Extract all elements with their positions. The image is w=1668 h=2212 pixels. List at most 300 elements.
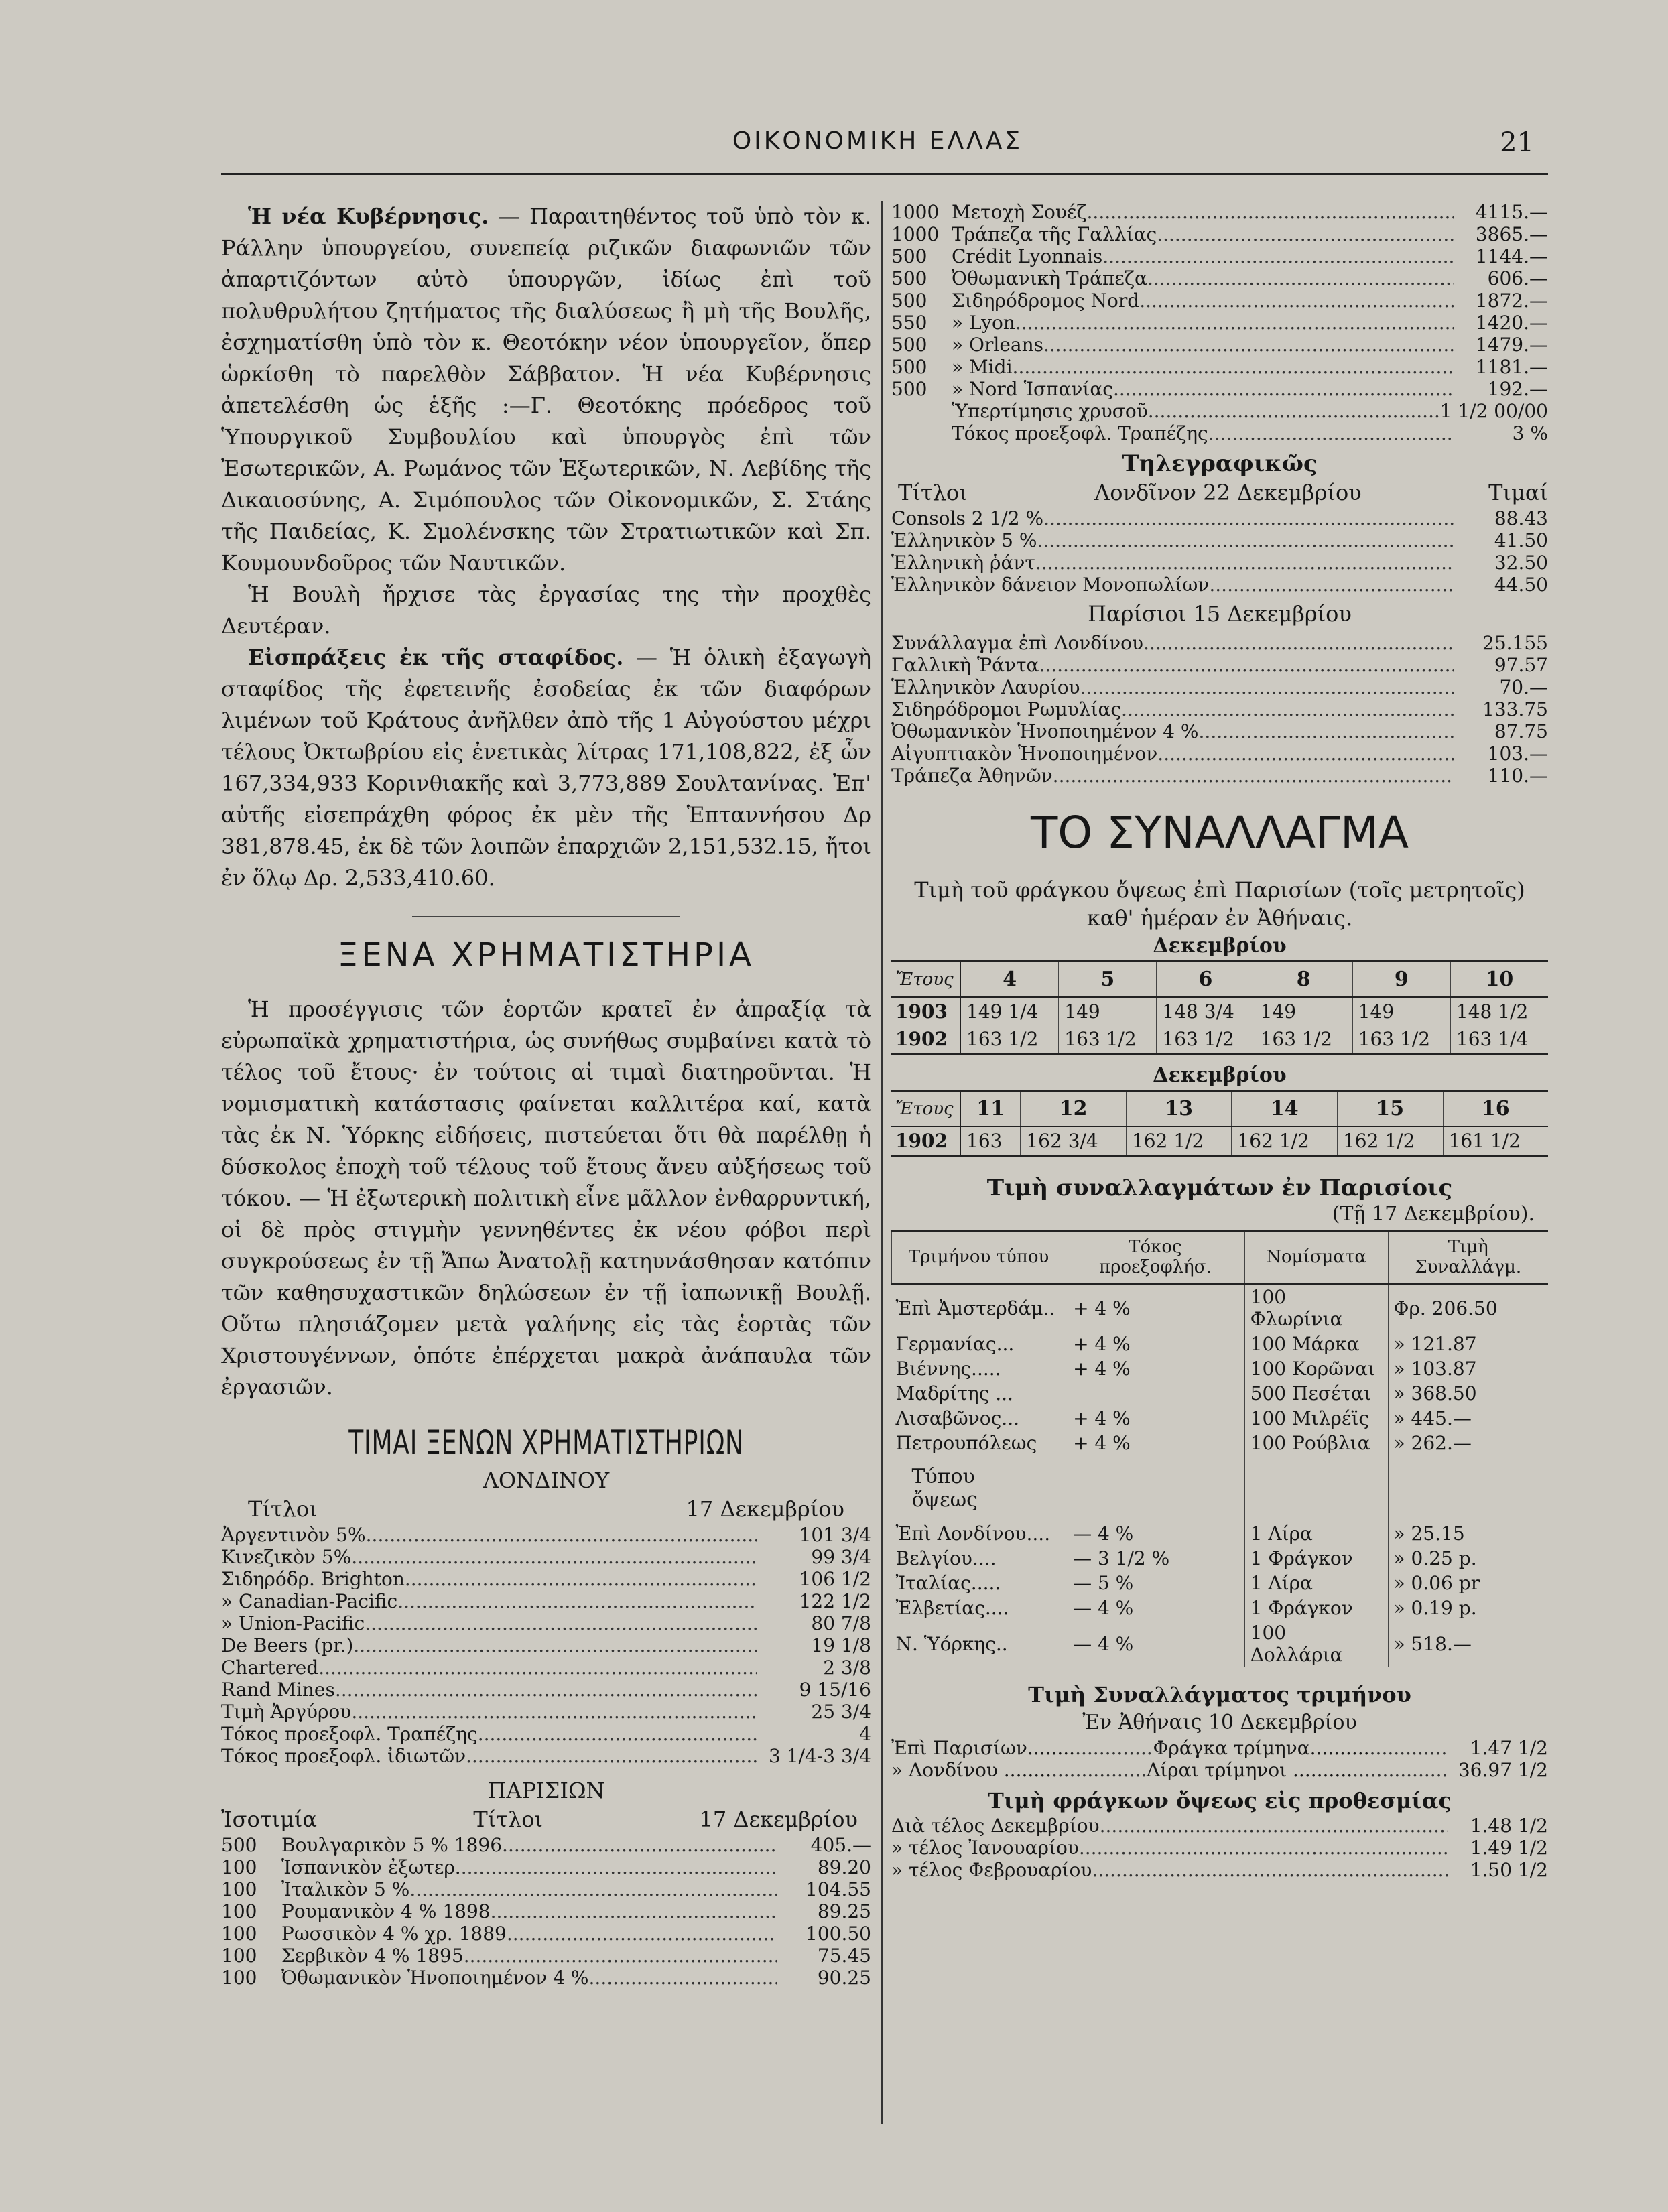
- price-row: [221, 1656, 871, 1679]
- security-name: Ἰταλικὸν 5 %: [281, 1878, 410, 1900]
- price-value: 101 3/4: [799, 1524, 871, 1546]
- security-name: Κινεζικὸν 5%: [221, 1546, 352, 1568]
- dot-leader: [1051, 1759, 1147, 1781]
- price-cell: » 121.87: [1388, 1331, 1548, 1356]
- security-name: Rand Mines: [221, 1679, 335, 1701]
- price-row: [891, 698, 1548, 720]
- empty-cell: [1244, 1455, 1388, 1521]
- trimhnou-subtitle: Ἐν Ἀθήναις 10 Δεκεμβρίου: [1082, 1711, 1357, 1734]
- price-row: [891, 378, 1548, 400]
- par-value: 100: [221, 1878, 257, 1900]
- par-value: 550: [891, 312, 927, 334]
- price-cell: » 0.19 p.: [1388, 1596, 1548, 1620]
- security-name: Ἑλληνικὸν 5 %: [891, 529, 1037, 551]
- security-name: Σιδηρόδρ. Brighton: [221, 1568, 405, 1590]
- price-row: [891, 334, 1548, 356]
- coin-cell: 1 Λίρα: [1244, 1571, 1388, 1596]
- dot-leader: [1100, 1815, 1448, 1837]
- place-cell: Μαδρίτης ...: [895, 1382, 1013, 1405]
- price-value: 1.50 1/2: [1470, 1859, 1548, 1881]
- security-name: Διὰ τέλος Δεκεμβρίου: [891, 1815, 1100, 1837]
- day-header: 16: [1443, 1091, 1548, 1127]
- price-row: [891, 507, 1548, 529]
- paris-stock-prices: [891, 201, 1548, 444]
- synallagma-subtitle-1: Τιμὴ τοῦ φράγκου ὄψεως ἐπὶ Παρισίων (τοῖς μετρητοῖς): [914, 877, 1525, 903]
- coin-cell: 100 Δολλάρια: [1244, 1620, 1388, 1667]
- price-row: [891, 765, 1548, 787]
- price-row: [891, 356, 1548, 378]
- par-value: 500: [891, 378, 927, 400]
- dot-leader: [507, 1923, 777, 1945]
- place-cell: Ἐπὶ Λονδίνου....: [895, 1522, 1051, 1545]
- price-value: 122 1/2: [799, 1590, 871, 1612]
- place-cell: Πετρουπόλεως: [895, 1432, 1037, 1454]
- security-name: Σιδηρόδρομοι Ρωμυλίας: [891, 698, 1122, 720]
- par-value: 500: [891, 334, 927, 356]
- price-value: 110.—: [1487, 765, 1548, 787]
- table-row: [891, 1126, 1548, 1156]
- price-row: [891, 1759, 1548, 1781]
- article-heading: Ἡ νέα Κυβέρνησις.: [248, 204, 489, 229]
- price-value: 606.—: [1487, 267, 1548, 289]
- dot-leader: [366, 1524, 757, 1546]
- price-cell: Φρ. 206.50: [1388, 1284, 1548, 1332]
- price-row: [221, 1900, 871, 1923]
- table-row: [892, 1431, 1549, 1455]
- price-value: 41.50: [1494, 529, 1548, 551]
- price-row: [221, 1945, 871, 1967]
- price-value: 103.—: [1487, 742, 1548, 765]
- article-heading: Εἰσπράξεις ἐκ τῆς σταφίδος.: [248, 645, 624, 670]
- price-row: [891, 529, 1548, 551]
- price-value: 97.57: [1494, 654, 1548, 676]
- year-cell: 1903: [891, 997, 960, 1025]
- par-value: 500: [891, 356, 927, 378]
- day-header: 8: [1255, 962, 1352, 998]
- security-name: » Lyon: [952, 312, 1015, 334]
- price-value: 104.55: [806, 1878, 871, 1900]
- table-row: [892, 1620, 1549, 1667]
- price-value: 75.45: [817, 1945, 871, 1967]
- header-rule: [221, 173, 1548, 175]
- price-row: [221, 1634, 871, 1656]
- coin-cell: 1 Φράγκον: [1244, 1546, 1388, 1571]
- day-header: 9: [1352, 962, 1450, 998]
- security-name: Τράπεζα Ἀθηνῶν: [891, 765, 1053, 787]
- tele-header-mid: Λονδῖνον 22 Δεκεμβρίου: [1094, 480, 1362, 505]
- rate-cell: + 4 %: [1066, 1356, 1245, 1381]
- price-row: [891, 1859, 1548, 1881]
- price-value: 1.48 1/2: [1470, 1815, 1548, 1837]
- year-corner: Ἔτους: [891, 962, 960, 998]
- dot-leader: [351, 1701, 757, 1723]
- coin-cell: 1 Φράγκον: [1244, 1596, 1388, 1620]
- rate-cell: 162 1/2: [1337, 1126, 1443, 1156]
- col-place: Τριμήνου τύπου: [892, 1231, 1066, 1284]
- col-rate: Τόκος προεξοφλήσ.: [1066, 1231, 1245, 1284]
- section-subtitle: Τύπου ὄψεως: [911, 1465, 978, 1512]
- price-cell: » 25.15: [1388, 1521, 1548, 1546]
- trimhnou-title: Τιμὴ Συναλλάγματος τριμήνου: [1028, 1682, 1411, 1707]
- dot-leader: [1352, 1759, 1448, 1781]
- paris-title: ΠΑΡΙΣΙΩΝ: [487, 1778, 605, 1803]
- left-column: [221, 201, 871, 1989]
- dot-leader: [1075, 1737, 1153, 1759]
- price-value: 44.50: [1494, 574, 1548, 596]
- price-row: [221, 1679, 871, 1701]
- security-name: Τόκος προεξοφλ. ἰδιωτῶν: [221, 1745, 466, 1767]
- price-cell: » 518.—: [1388, 1620, 1548, 1667]
- dot-leader: [502, 1834, 777, 1856]
- dot-leader: [405, 1568, 757, 1590]
- price-value: 3 %: [1512, 422, 1548, 444]
- price-value: 90.25: [817, 1967, 871, 1989]
- rate-cell: 163 1/4: [1450, 1025, 1548, 1054]
- rate-cell: + 4 %: [1066, 1331, 1245, 1356]
- security-name: Ὀθωμανικὸν Ἡνοποιημένον 4 %: [281, 1967, 589, 1989]
- year-corner: Ἔτους: [891, 1091, 960, 1127]
- empty-cell: [1388, 1455, 1548, 1521]
- dot-leader: [1113, 378, 1454, 400]
- place-cell: Βελγίου....: [895, 1547, 997, 1569]
- day-header: 10: [1450, 962, 1548, 998]
- security-name: » Union-Pacific: [221, 1612, 365, 1634]
- rate-cell: 162 1/2: [1126, 1126, 1232, 1156]
- tele-paris-prices: [891, 632, 1548, 787]
- rate-cell: 148 1/2: [1450, 997, 1548, 1025]
- rate-cell: 162 1/2: [1232, 1126, 1338, 1156]
- tele-header-right: Τιμαί: [1488, 480, 1548, 505]
- day-header: 5: [1059, 962, 1157, 998]
- article-xena: Ἡ προσέγγισις τῶν ἑορτῶν κρατεῖ ἐν ἀπραξίᾳ τὰ εὐρωπαϊκὰ χρηματιστήρια, ὡς συνήθως συμβαίνει κατὰ τὸ τέλος τοῦ ἔτους· ἐν τούτοις αἱ τιμαὶ διατηροῦνται. Ἡ νομισματικὴ κατάστασις φαίνεται καλλιτέρα καί, κατὰ τὰς ἐκ Ν. Ὑόρκης εἰδήσεις, πιστεύεται ὅτι θὰ παρέλθῃ ἡ δύσκολος ἐποχὴ τοῦ τέλους τοῦ ἔτους ἄνευ αὐξήσεως τοῦ τόκου. — Ἡ ἐξωτερικὴ πολιτικὴ εἶνε μᾶλλον ἐνθαρρυντική, οἱ δὲ πρὸς στιγμὴν γεννηθέντες ἐκ νέου φόβοι περὶ συγκρούσεως ἐν τῇ Ἄπω Ἀνατολῇ κατηυνάσθησαν κατόπιν τῶν καθησυχαστικῶν δηλώσεων ἐν τῇ ἰαπωνικῇ Βουλῇ. Οὕτω πλησιάζομεν μετὰ γαλήνης εἰς τὰς ἑορτὰς τῶν Χριστουγέννων, ὁπότε ἐπέρχεται μακρὰ ἀνάπαυλα τῶν ἐργασιῶν.: [221, 996, 871, 1400]
- publication-title: ΟΙΚΟΝΟΜΙΚΗ ΕΛΛΑΣ: [732, 127, 1023, 155]
- price-row: [221, 1612, 871, 1634]
- par-value: [891, 400, 952, 422]
- security-name: Ρωσσικὸν 4 % χρ. 1889: [281, 1923, 507, 1945]
- par-value: 1000: [891, 223, 940, 245]
- price-cell: » 0.06 pr: [1388, 1571, 1548, 1596]
- security-name: Τόκος προεξοφλ. Τραπέζης: [221, 1723, 478, 1745]
- page-number: 21: [1500, 127, 1534, 158]
- header-row: [891, 1091, 1548, 1127]
- rate-cell: — 3 1/2 %: [1066, 1546, 1245, 1571]
- london-prices: [221, 1524, 871, 1767]
- price-value: 36.97 1/2: [1458, 1759, 1548, 1781]
- price-row: [891, 551, 1548, 574]
- dot-leader: [1043, 507, 1454, 529]
- instrument: Λίραι τρίμηνοι ..........: [1146, 1759, 1353, 1781]
- security-name: Αἰγυπτιακὸν Ἡνοποιημένον: [891, 742, 1158, 765]
- place-cell: Γερμανίας...: [895, 1333, 1015, 1355]
- security-name: Ἐπὶ Παρισίων........: [891, 1737, 1076, 1759]
- place-cell: Ἰταλίας.....: [895, 1572, 1001, 1594]
- dot-leader: [351, 1546, 757, 1568]
- security-name: Ἑλληνικὸν δάνειον Μονοπωλίων: [891, 574, 1210, 596]
- paris-header-c1: Ἰσοτιμία: [221, 1807, 317, 1832]
- dot-leader: [365, 1612, 757, 1634]
- price-value: 9 15/16: [799, 1679, 871, 1701]
- price-value: 99 3/4: [811, 1546, 871, 1568]
- month-label-1: Δεκεμβρίου: [1153, 934, 1287, 958]
- coin-cell: 1 Λίρα: [1244, 1521, 1388, 1546]
- prothesmia-title: Τιμὴ φράγκων ὄψεως εἰς προθεσμίας: [988, 1788, 1452, 1813]
- price-value: 88.43: [1494, 507, 1548, 529]
- security-name: De Beers (pr.): [221, 1634, 354, 1656]
- page-header: [221, 127, 1534, 168]
- price-row: [221, 1856, 871, 1878]
- price-cell: » 262.—: [1388, 1431, 1548, 1455]
- price-value: 25.155: [1482, 632, 1548, 654]
- price-value: 1479.—: [1475, 334, 1548, 356]
- dot-leader: [466, 1745, 757, 1767]
- rate-cell: 163: [960, 1126, 1021, 1156]
- price-row: [221, 1524, 871, 1546]
- dot-leader: [1102, 245, 1454, 267]
- rate-cell: 163 1/2: [1255, 1025, 1352, 1054]
- price-value: 1.47 1/2: [1470, 1737, 1548, 1759]
- price-row: [891, 1815, 1548, 1837]
- security-name: Consols 2 1/2 %: [891, 507, 1044, 529]
- dot-leader: [318, 1656, 757, 1679]
- tele-london-prices: [891, 507, 1548, 596]
- price-row: [221, 1878, 871, 1900]
- price-row: [221, 1590, 871, 1612]
- col-coin: Νομίσματα: [1244, 1231, 1388, 1284]
- dot-leader: [589, 1967, 777, 1989]
- security-name: Ὑπερτίμησις χρυσοῦ: [952, 400, 1148, 422]
- price-value: 106 1/2: [799, 1568, 871, 1590]
- synallagma-subtitle-2: καθ' ἡμέραν ἐν Ἀθήναις.: [1086, 905, 1353, 931]
- table-row: [892, 1356, 1549, 1381]
- dot-leader: [1209, 574, 1454, 596]
- dot-leader: [478, 1723, 757, 1745]
- price-value: 133.75: [1482, 698, 1548, 720]
- dot-leader: [1087, 201, 1454, 223]
- dot-leader: [1143, 632, 1454, 654]
- security-name: » Canadian-Pacific: [221, 1590, 398, 1612]
- price-value: 4115.—: [1475, 201, 1548, 223]
- section-title-synallagma: ΤΟ ΣΥΝΑΛΛΑΓΜΑ: [1030, 807, 1409, 858]
- security-name: Ἀργεντινὸν 5%: [221, 1524, 366, 1546]
- col-price: Τιμὴ Συναλλάγμ.: [1388, 1231, 1548, 1284]
- day-header: 13: [1126, 1091, 1232, 1127]
- day-header: 11: [960, 1091, 1021, 1127]
- month-label-2: Δεκεμβρίου: [1153, 1063, 1287, 1087]
- security-name: Ἑλληνικὴ ῥάντ: [891, 551, 1035, 574]
- place-cell: Ἐλβετίας....: [895, 1597, 1009, 1619]
- dot-leader: [1148, 400, 1440, 422]
- tele-header-left: Τίτλοι: [898, 480, 968, 505]
- empty-cell: [1066, 1455, 1245, 1521]
- par-value: 100: [221, 1900, 257, 1923]
- table-row: [892, 1546, 1549, 1571]
- price-value: 19 1/8: [811, 1634, 871, 1656]
- rate-cell: [1066, 1381, 1245, 1406]
- price-cell: » 0.25 p.: [1388, 1546, 1548, 1571]
- security-name: » Midi: [952, 356, 1013, 378]
- security-name: Ἱσπανικὸν ἐξωτερ.: [281, 1856, 461, 1878]
- london-header-left: Τίτλοι: [248, 1496, 318, 1522]
- security-name: Τιμὴ Ἀργύρου: [221, 1701, 352, 1723]
- security-name: Ἑλληνικὸν Λαυρίου: [891, 676, 1080, 698]
- price-row: [891, 742, 1548, 765]
- dot-leader: [1043, 334, 1454, 356]
- dot-leader: [464, 1945, 777, 1967]
- price-row: [891, 676, 1548, 698]
- price-row: [891, 654, 1548, 676]
- price-value: 25 3/4: [811, 1701, 871, 1723]
- par-value: 100: [221, 1945, 257, 1967]
- table-row: [891, 997, 1548, 1025]
- dot-leader: [461, 1856, 777, 1878]
- price-value: 4: [859, 1723, 871, 1745]
- tele-title: Τηλεγραφικῶς: [1122, 450, 1318, 477]
- price-row: [891, 289, 1548, 312]
- security-name: » τέλος Φεβρουαρίου: [891, 1859, 1092, 1881]
- price-row: [221, 1834, 871, 1856]
- dot-leader: [1015, 312, 1454, 334]
- dot-leader: [1079, 1837, 1448, 1859]
- dot-leader: [1139, 289, 1454, 312]
- price-row: [891, 720, 1548, 742]
- rate-cell: + 4 %: [1066, 1431, 1245, 1455]
- london-header: [221, 1494, 871, 1524]
- rate-cell: 163 1/2: [960, 1025, 1059, 1054]
- par-value: 100: [221, 1856, 257, 1878]
- price-value: 3 1/4-3 3/4: [768, 1745, 871, 1767]
- price-row: [891, 223, 1548, 245]
- price-value: 87.75: [1494, 720, 1548, 742]
- day-header: 6: [1157, 962, 1255, 998]
- price-row: [221, 1923, 871, 1945]
- price-row: [891, 1737, 1548, 1759]
- dot-leader: [335, 1679, 757, 1701]
- price-value: 1.49 1/2: [1470, 1837, 1548, 1859]
- security-name: » Λονδίνου ........: [891, 1759, 1051, 1781]
- price-cell: » 368.50: [1388, 1381, 1548, 1406]
- dot-leader: [353, 1634, 757, 1656]
- rate-cell: 162 3/4: [1021, 1126, 1127, 1156]
- price-row: [221, 1546, 871, 1568]
- price-row: [891, 312, 1548, 334]
- rate-cell: + 4 %: [1066, 1406, 1245, 1431]
- price-row: [221, 1723, 871, 1745]
- paris-exchange-date: (Τῇ 17 Δεκεμβρίου).: [1332, 1202, 1535, 1226]
- dot-leader: [1053, 765, 1454, 787]
- security-name: » Nord Ἱσπανίας: [952, 378, 1113, 400]
- paris-header-c2: Τίτλοι: [473, 1807, 543, 1832]
- day-header: 14: [1232, 1091, 1338, 1127]
- dot-leader: [1037, 529, 1454, 551]
- table-row: [892, 1406, 1549, 1431]
- par-value: 500: [891, 245, 927, 267]
- coin-cell: 100 Μάρκα: [1244, 1331, 1388, 1356]
- day-header: 12: [1021, 1091, 1127, 1127]
- dot-leader: [1208, 422, 1454, 444]
- rate-cell: 149: [1059, 997, 1157, 1025]
- table-row: [892, 1381, 1549, 1406]
- table-row: [892, 1596, 1549, 1620]
- security-name: Τόκος προεξοφλ. Τραπέζης: [952, 422, 1208, 444]
- security-name: Σερβικὸν 4 % 1895: [281, 1945, 464, 1967]
- rate-cell: 149 1/4: [960, 997, 1059, 1025]
- security-name: Ὀθωμανικὸν Ἡνοποιημένον 4 %: [891, 720, 1199, 742]
- security-name: Σιδηρόδρομος Nord: [952, 289, 1140, 312]
- dot-leader: [1013, 356, 1454, 378]
- article-kyvernisis: [221, 201, 871, 579]
- section-title-xena: ΞΕΝΑ ΧΡΗΜΑΤΙΣΤΗΡΙΑ: [338, 936, 755, 974]
- rate-cell: 163 1/2: [1352, 1025, 1450, 1054]
- table-row: [892, 1571, 1549, 1596]
- coin-cell: 500 Πεσέται: [1244, 1381, 1388, 1406]
- par-value: 500: [891, 289, 927, 312]
- rate-cell: — 4 %: [1066, 1620, 1245, 1667]
- price-row: [891, 1837, 1548, 1859]
- price-value: 32.50: [1494, 551, 1548, 574]
- price-value: 80 7/8: [811, 1612, 871, 1634]
- security-name: Γαλλικὴ Ῥάντα: [891, 654, 1039, 676]
- price-row: [891, 574, 1548, 596]
- article-text: — Ἡ ὁλικὴ ἐξαγωγὴ σταφίδος τῆς ἐφετεινῆς ἐσοδείας ἐκ τῶν διαφόρων λιμένων τοῦ Κράτους ἀνῆλθεν ἀπὸ τῆς 1 Αὐγούστου μέχρι τέλους Ὀκτωβρίου εἰς ἐνετικὰς λίτρας 171,108,822, ἐξ ὧν 167,334,933 Κορινθιακῆς καὶ 3,773,889 Σουλτανίνας. Ἐπ' αὐτῆς εἰσεπράχθη φόρος ἐκ μὲν τῆς Ἑπταννήσου Δρ 381,878.45, ἐκ δὲ τῶν λοιπῶν ἐπαρχιῶν 2,151,532.15, ἤτοι ἐν ὅλῳ Δρ. 2,533,410.60.: [221, 645, 872, 891]
- table-row: [892, 1331, 1549, 1356]
- par-value: [891, 422, 952, 444]
- dot-leader: [1092, 1859, 1448, 1881]
- paris-exchange-title: Τιμὴ συναλλαγμάτων ἐν Παρισίοις: [986, 1175, 1453, 1201]
- price-row: [891, 245, 1548, 267]
- dot-leader: [397, 1590, 757, 1612]
- coin-cell: 100 Κορῶναι: [1244, 1356, 1388, 1381]
- security-name: Ὀθωμανικὴ Τράπεζα: [952, 267, 1147, 289]
- place-cell: Βιέννης.....: [895, 1358, 1001, 1380]
- price-row: [221, 1701, 871, 1723]
- security-name: Συνάλλαγμα ἐπὶ Λονδίνου: [891, 632, 1144, 654]
- paris-exchange-table: [891, 1230, 1548, 1667]
- par-value: 100: [221, 1967, 257, 1989]
- price-value: 1872.—: [1475, 289, 1548, 312]
- price-value: 1 1/2 00/00: [1439, 400, 1548, 422]
- rate-cell: — 4 %: [1066, 1521, 1245, 1546]
- price-value: 89.20: [817, 1856, 871, 1878]
- dot-leader: [1147, 267, 1454, 289]
- header-row: [891, 962, 1548, 998]
- coin-cell: 100 Ρούβλια: [1244, 1431, 1388, 1455]
- price-row: [891, 422, 1548, 444]
- price-value: 3865.—: [1475, 223, 1548, 245]
- coin-cell: 100 Φλωρίνια: [1244, 1284, 1388, 1332]
- rate-cell: — 5 %: [1066, 1571, 1245, 1596]
- london-header-right: 17 Δεκεμβρίου: [686, 1496, 844, 1522]
- dot-leader: [1080, 676, 1454, 698]
- price-row: [221, 1745, 871, 1767]
- price-cell: » 445.—: [1388, 1406, 1548, 1431]
- article-vouli: Ἡ Βουλὴ ἤρχισε τὰς ἐργασίας της τὴν προχθὲς Δευτέραν.: [221, 582, 871, 639]
- column-divider: [881, 201, 883, 2124]
- dot-leader: [1370, 1737, 1448, 1759]
- security-name: » Orleans: [952, 334, 1043, 356]
- price-value: 100.50: [806, 1923, 871, 1945]
- table-row: [892, 1521, 1549, 1546]
- par-value: 500: [221, 1834, 257, 1856]
- price-row: [221, 1568, 871, 1590]
- article-eispraxeis: [221, 642, 871, 894]
- tele-paris-title: Παρίσιοι 15 Δεκεμβρίου: [1088, 601, 1352, 627]
- table-row: [892, 1284, 1549, 1332]
- instrument: Φράγκα τρίμηνα..........: [1153, 1737, 1370, 1759]
- rate-cell: 149: [1352, 997, 1450, 1025]
- dot-leader: [1035, 551, 1454, 574]
- par-value: 500: [891, 267, 927, 289]
- security-name: Βουλγαρικὸν 5 % 1896: [281, 1834, 503, 1856]
